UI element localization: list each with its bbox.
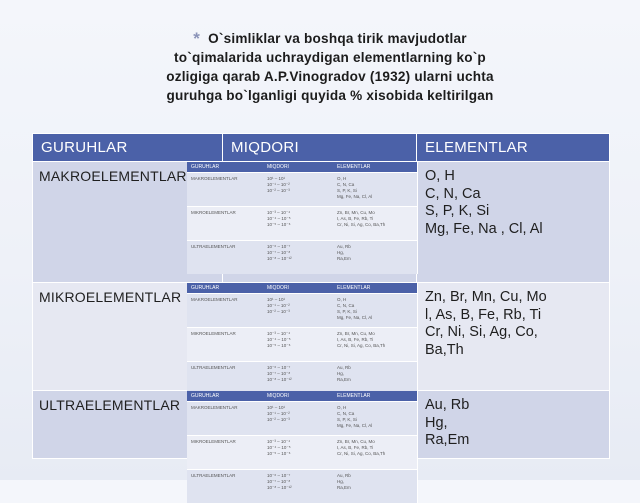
elements-cell — [417, 391, 610, 459]
table-row — [33, 391, 610, 459]
element-line: Ba,Th — [425, 341, 464, 358]
mini-group: MIKROELEMENTLAR — [191, 331, 236, 336]
mini-row — [187, 469, 417, 503]
mini-row — [187, 435, 417, 469]
element-line: l, As, B, Fe, Rb, Ti — [425, 306, 542, 323]
mini-header-label: GURUHLAR — [191, 164, 220, 170]
element-line: Mg, Fe, Na , Cl, Al — [425, 220, 543, 237]
mini-row — [187, 172, 417, 206]
mini-group: ULTRAELEMENTLAR — [191, 244, 236, 249]
mini-header-label: MIQDORI — [267, 393, 289, 399]
mini-elements: O, H C, N, Ca S, P, K, Si Mg, Fe, Na, Cl, Al — [337, 176, 373, 199]
mini-group: MAKROELEMENTLAR — [191, 405, 238, 410]
amount-cell — [191, 162, 417, 283]
mini-group: ULTRAELEMENTLAR — [191, 473, 236, 478]
group-cell: MIKROELEMENTLAR — [33, 283, 223, 391]
element-line: Zn, Br, Mn, Cu, Mo — [425, 289, 547, 305]
mini-amount: 10⁻³ – 10⁻⁴ 10⁻⁴ – 10⁻⁵ 10⁻⁵ – 10⁻⁶ — [267, 210, 291, 227]
classification-table — [32, 133, 610, 490]
mini-elements: Au, Rb Hg, Ra,Em — [337, 244, 351, 261]
title-line-2: to`qimalarida uchraydigan elementlarning ko`p — [174, 50, 486, 65]
mini-header-label: MIQDORI — [267, 285, 289, 291]
table-row — [33, 283, 610, 391]
mini-elements: Zn, Br, Mn, Cu, Mo I, As, B, Fe, Rb, Ti Cr, Ni, Si, Ag, Co, Ba,Th — [337, 331, 386, 348]
mini-row — [187, 327, 417, 361]
header-row — [33, 134, 610, 162]
mini-elements: Zn, Br, Mn, Cu, Mo I, As, B, Fe, Rb, Ti Cr, Ni, Si, Ag, Co, Ba,Th — [337, 439, 386, 456]
mini-elements: Au, Rb Hg, Ra,Em — [337, 473, 351, 490]
amount-cell — [191, 391, 417, 490]
mini-amount: 10⁻³ – 10⁻⁴ 10⁻⁴ – 10⁻⁵ 10⁻⁵ – 10⁻⁶ — [267, 439, 291, 456]
mini-header-label: MIQDORI — [267, 164, 289, 170]
element-line: Au, Rb — [425, 397, 470, 413]
header-amount: MIQDORI — [223, 134, 417, 162]
group-cell: MAKROELEMENTLAR — [33, 162, 223, 283]
mini-amount: 10¹ – 10¹ 10⁻¹ – 10⁻² 10⁻² – 10⁻³ — [267, 405, 290, 422]
elements-cell — [417, 162, 610, 283]
mini-header-label: ELEMENTLAR — [337, 164, 371, 170]
element-line: Cr, Ni, Si, Ag, Co, — [425, 324, 538, 340]
mini-header — [187, 391, 417, 401]
mini-row — [187, 401, 417, 435]
mini-header-label: ELEMENTLAR — [337, 393, 371, 399]
element-line: O, H — [425, 168, 455, 184]
title-line-3: ozligiga qarab A.P.Vinogradov (1932) ularni uchta — [166, 69, 494, 84]
mini-table-image — [187, 283, 418, 395]
mini-elements: Zn, Br, Mn, Cu, Mo I, As, B, Fe, Rb, Ti Cr, Ni, Si, Ag, Co, Ba,Th — [337, 210, 386, 227]
mini-header-label: GURUHLAR — [191, 285, 220, 291]
title-line-4: guruhga bo`lganligi quyida % xisobida keltirilgan — [166, 88, 494, 103]
mini-amount: 10¹ – 10¹ 10⁻¹ – 10⁻² 10⁻² – 10⁻³ — [267, 297, 290, 314]
element-line: Ra,Em — [425, 432, 470, 448]
header-groups: GURUHLAR — [33, 134, 223, 162]
mini-group: MIKROELEMENTLAR — [191, 210, 236, 215]
mini-amount: 10⁻⁶ – 10⁻⁷ 10⁻⁷ – 10⁻⁸ 10⁻⁸ – 10⁻¹² — [267, 365, 292, 382]
mini-header — [187, 162, 417, 172]
slide-title — [60, 28, 600, 105]
elements-cell — [417, 283, 610, 391]
mini-header — [187, 283, 417, 293]
element-line: C, N, Ca — [425, 185, 481, 202]
amount-cell — [191, 283, 417, 391]
mini-row — [187, 206, 417, 240]
mini-table-image — [187, 391, 418, 503]
mini-group: MAKROELEMENTLAR — [191, 297, 238, 302]
table-row — [33, 162, 610, 283]
mini-amount: 10⁻⁶ – 10⁻⁷ 10⁻⁷ – 10⁻⁸ 10⁻⁸ – 10⁻¹² — [267, 473, 292, 490]
mini-table-image — [187, 162, 418, 274]
element-line: S, P, K, Si — [425, 203, 490, 219]
mini-group: MAKROELEMENTLAR — [191, 176, 238, 181]
mini-group: MIKROELEMENTLAR — [191, 439, 236, 444]
mini-elements: O, H C, N, Ca S, P, K, Si Mg, Fe, Na, Cl, Al — [337, 405, 373, 428]
mini-elements: O, H C, N, Ca S, P, K, Si Mg, Fe, Na, Cl, Al — [337, 297, 373, 320]
group-cell: ULTRAELEMENTLAR — [33, 391, 223, 459]
mini-elements: Au, Rb Hg, Ra,Em — [337, 365, 351, 382]
mini-amount: 10⁻³ – 10⁻⁴ 10⁻⁴ – 10⁻⁵ 10⁻⁵ – 10⁻⁶ — [267, 331, 291, 348]
title-bullet: * — [193, 29, 201, 48]
mini-row — [187, 240, 417, 274]
element-line: Hg, — [425, 414, 448, 431]
mini-group: ULTRAELEMENTLAR — [191, 365, 236, 370]
mini-amount: 10⁻⁶ – 10⁻⁷ 10⁻⁷ – 10⁻⁸ 10⁻⁸ – 10⁻¹² — [267, 244, 292, 261]
mini-amount: 10¹ – 10¹ 10⁻¹ – 10⁻² 10⁻² – 10⁻³ — [267, 176, 290, 193]
mini-header-label: GURUHLAR — [191, 393, 220, 399]
header-elements: ELEMENTLAR — [417, 134, 610, 162]
mini-row — [187, 293, 417, 327]
mini-header-label: ELEMENTLAR — [337, 285, 371, 291]
title-line-1: O`simliklar va boshqa tirik mavjudotlar — [208, 31, 467, 46]
